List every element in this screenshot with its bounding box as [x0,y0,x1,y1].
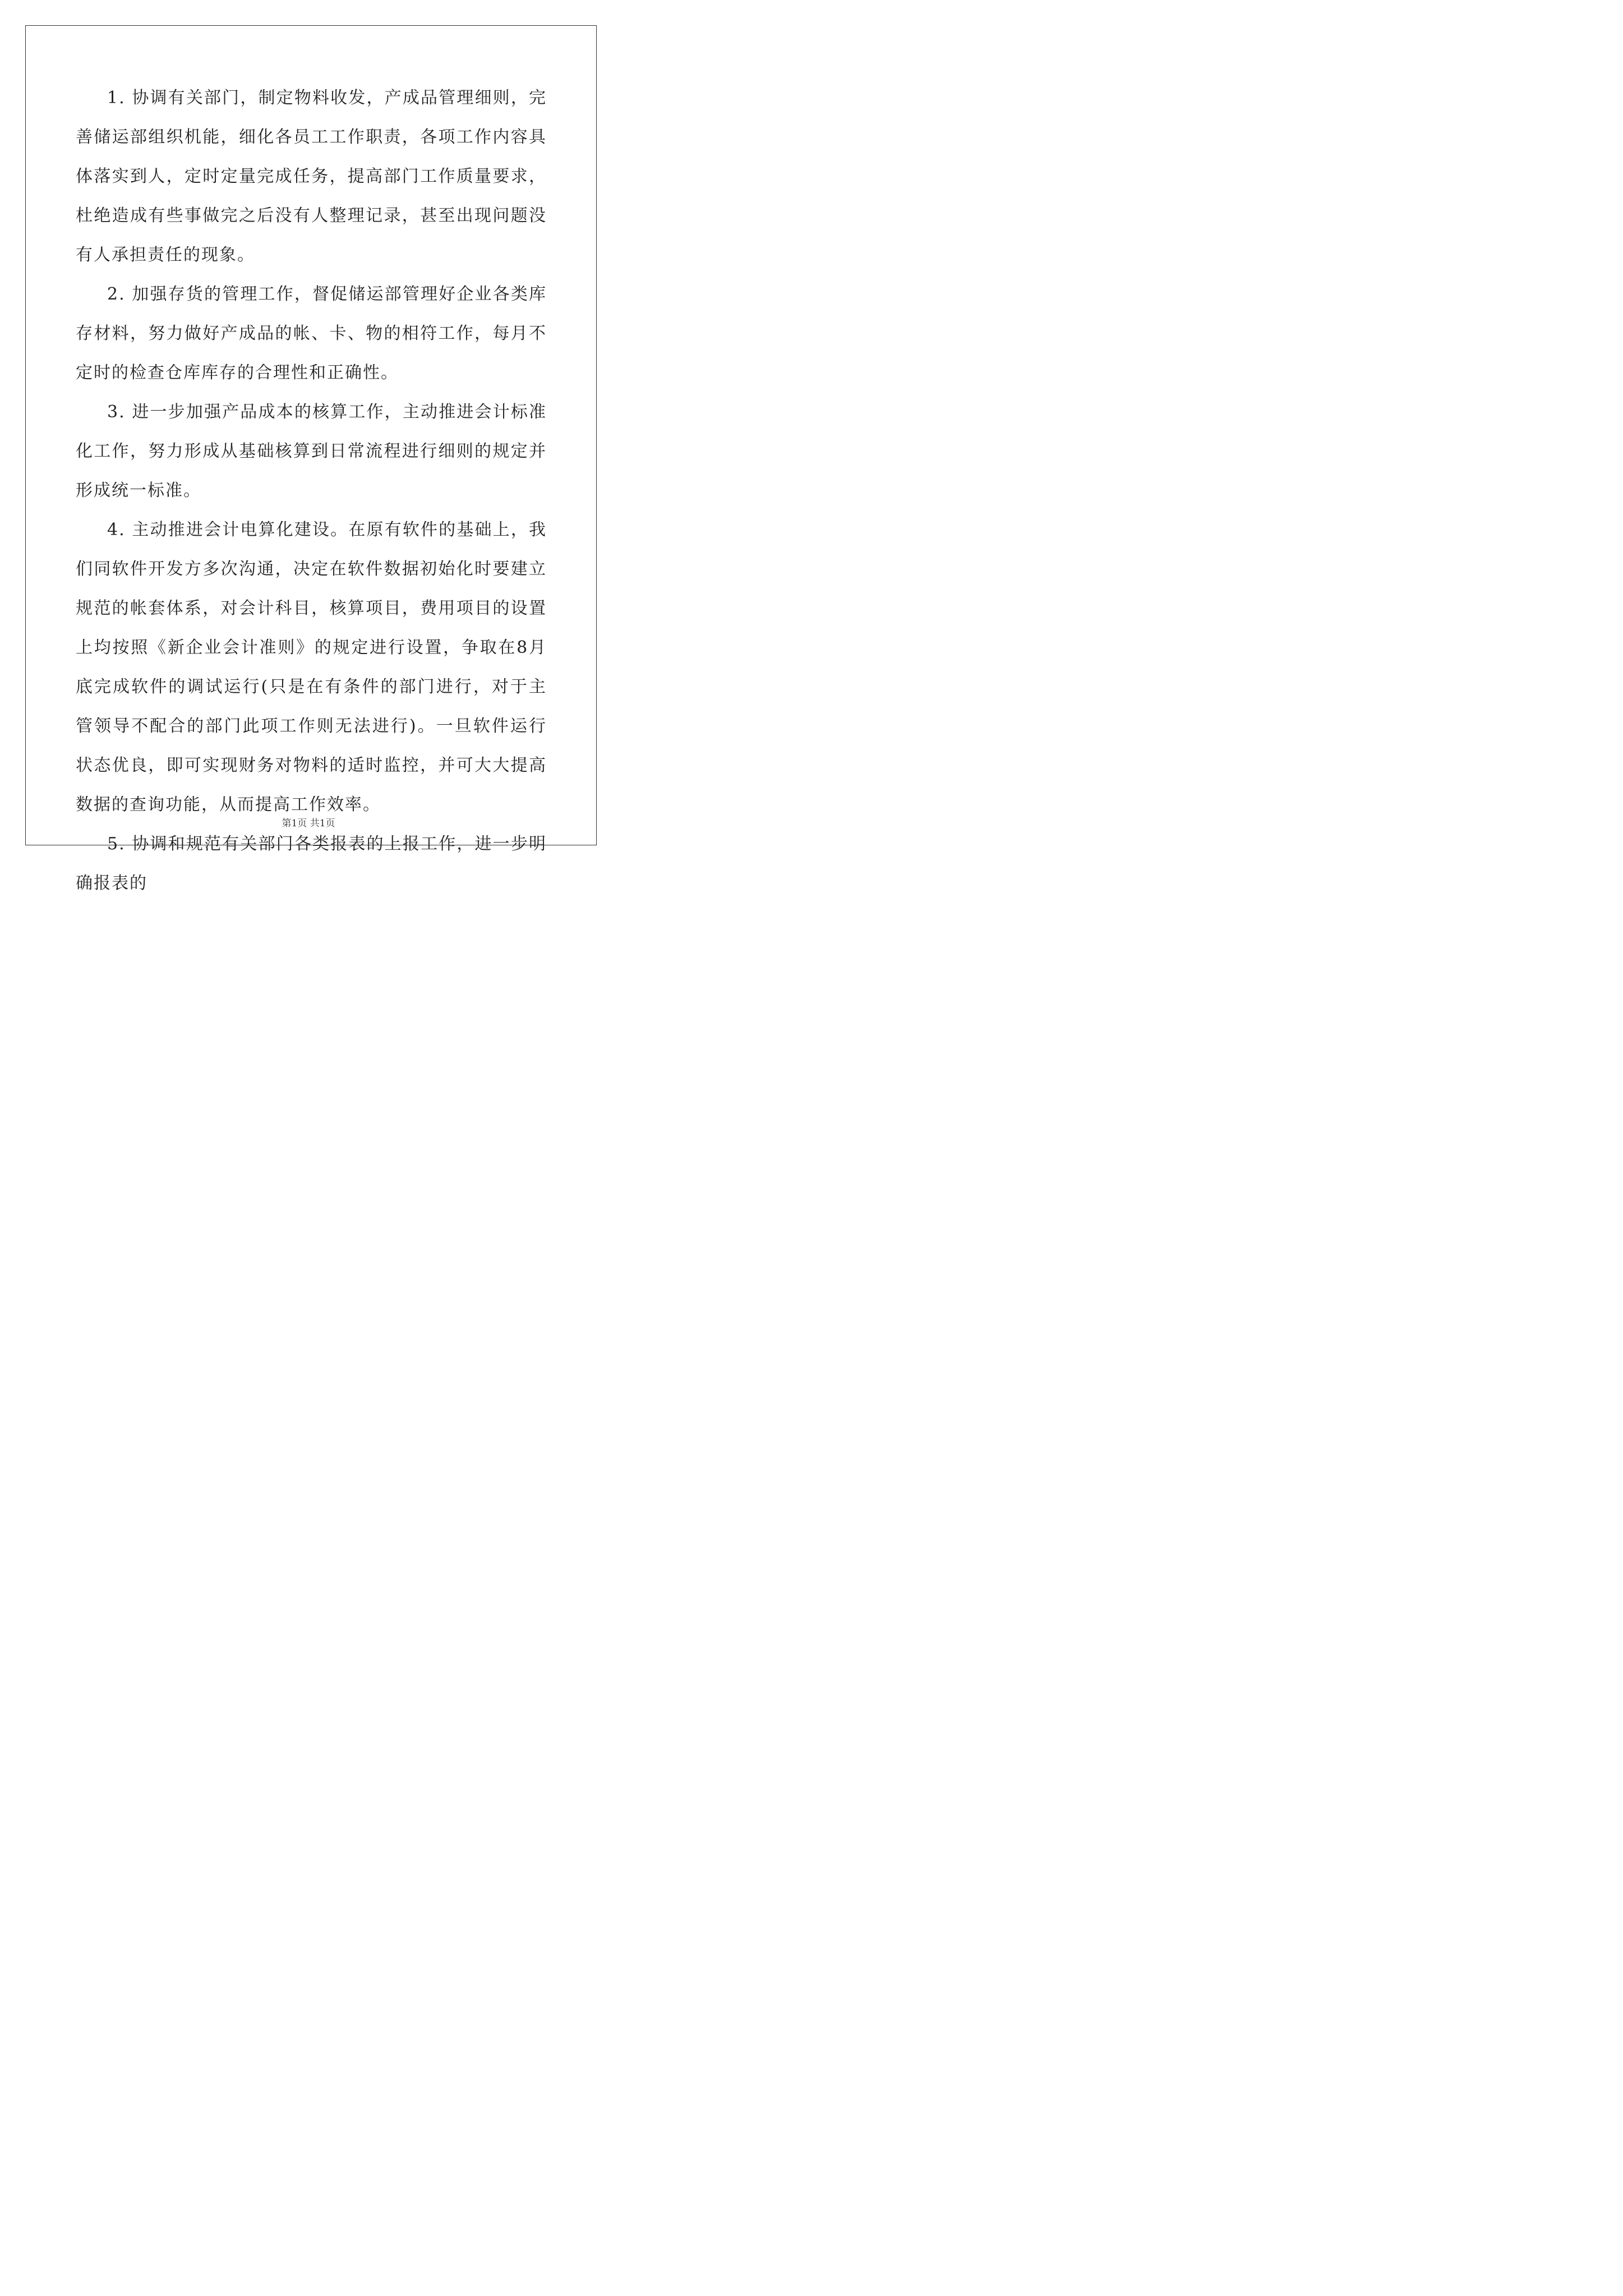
paragraph-2: 2. 加强存货的管理工作，督促储运部管理好企业各类库存材料，努力做好产成品的帐、卡、物的相符工作，每月不定时的检查仓库库存的合理性和正确性。 [76,284,547,383]
page-footer: 第1页 共1页 [282,818,335,829]
paragraph-1: 1. 协调有关部门，制定物料收发，产成品管理细则，完善储运部组织机能，细化各员工工作职责，各项工作内容具体落实到人，定时定量完成任务，提高部门工作质量要求，杜绝造成有些事做完之后没有人整理记录，甚至出现问题没有人承担责任的现象。 [76,88,547,265]
paragraph-3: 3. 进一步加强产品成本的核算工作，主动推进会计标准化工作，努力形成从基础核算到日常流程进行细则的规定并形成统一标准。 [76,402,547,500]
document-body [76,79,547,903]
paragraph-5: 5. 协调和规范有关部门各类报表的上报工作，进一步明确报表的 [76,834,547,893]
paragraph-4: 4. 主动推进会计电算化建设。在原有软件的基础上，我们同软件开发方多次沟通，决定在软件数据初始化时要建立规范的帐套体系，对会计科目，核算项目，费用项目的设置上均按照《新企业会计准则》的规定进行设置，争取在8月底完成软件的调试运行(只是在有条件的部门进行，对于主管领导不配合的部门此项工作则无法进行)。一旦软件运行状态优良，即可实现财务对物料的适时监控，并可大大提高数据的查询功能，从而提高工作效率。 [76,520,547,815]
